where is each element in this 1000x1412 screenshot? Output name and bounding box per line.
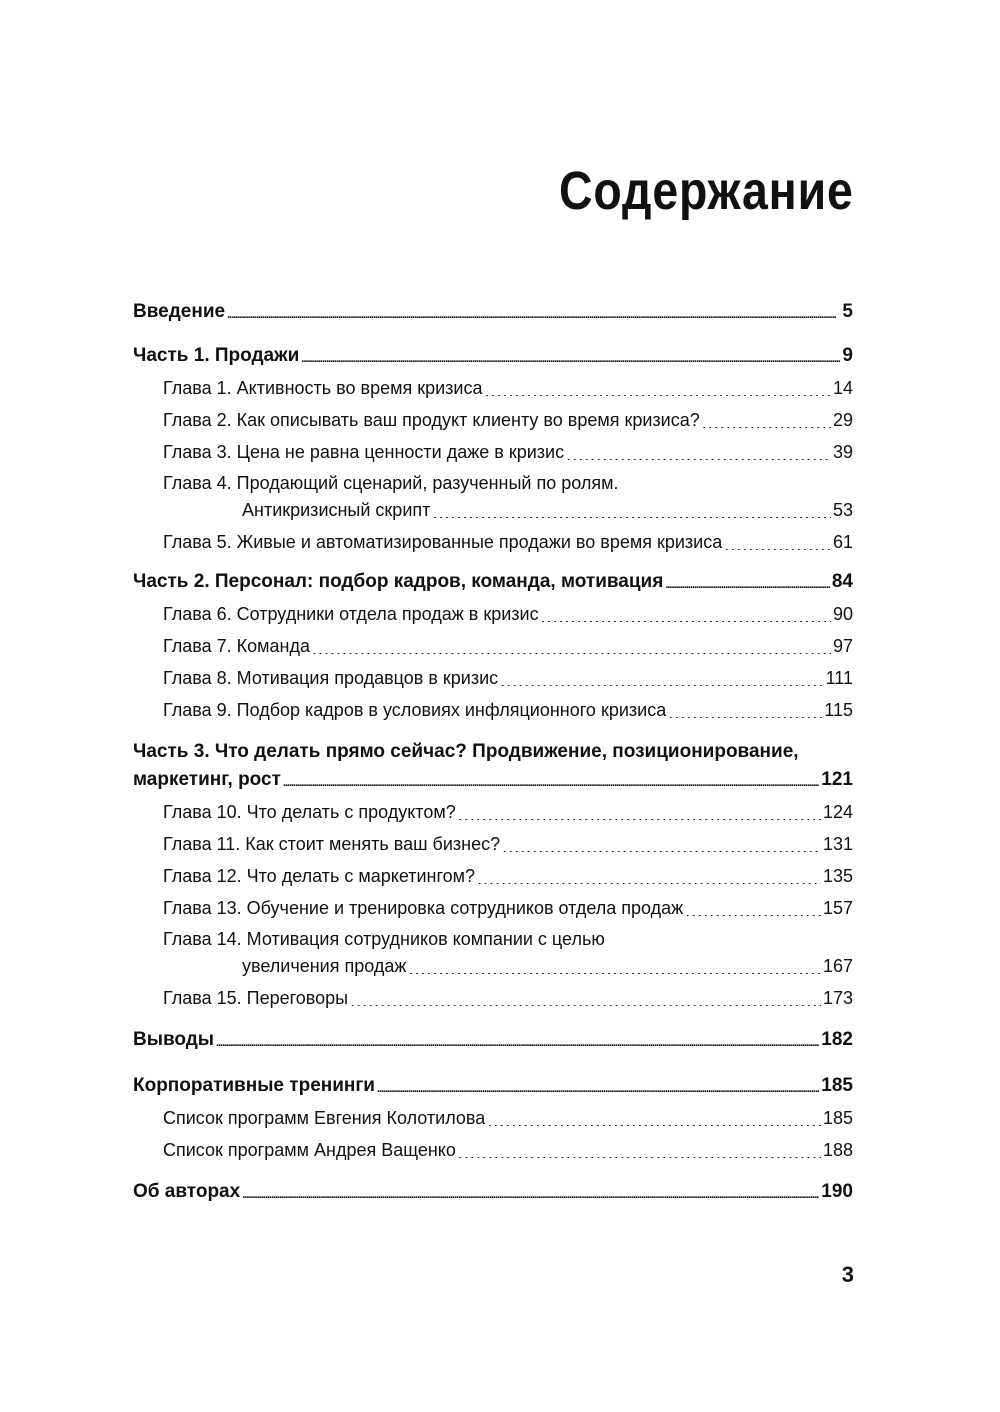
toc-entry-label: Корпоративные тренинги: [133, 1075, 375, 1096]
toc-entry-label: Глава 13. Обучение и тренировка сотрудников отдела продаж: [163, 898, 684, 918]
toc-entry-page: 173: [822, 988, 853, 1008]
toc-entry-page: 185: [822, 1108, 853, 1128]
toc-entry-label: Антикризисный скрипт: [242, 500, 431, 520]
toc-entry-label: Введение: [133, 301, 226, 322]
toc-entry-label: Глава 7. Команда: [163, 636, 310, 656]
toc-entry-chapter-6[interactable]: [133, 600, 853, 628]
dot-leader: [685, 906, 821, 916]
toc-entry-page: 97: [832, 636, 853, 656]
toc-entry-page: 53: [832, 500, 853, 520]
toc-entry-chapter-13[interactable]: [133, 894, 853, 922]
dot-leader: [432, 508, 831, 518]
toc-entry-label: Глава 8. Мотивация продавцов в кризис: [163, 668, 499, 688]
page-title: Содержание: [559, 161, 854, 221]
toc-entry-chapter-8[interactable]: [133, 664, 853, 692]
toc-entry-page: 29: [832, 410, 853, 430]
toc-entry-trainings[interactable]: [133, 1072, 853, 1100]
toc-entry-page: 84: [831, 571, 853, 592]
toc-entry-part1[interactable]: [133, 342, 853, 370]
dot-leader: [500, 676, 823, 686]
dot-leader: [458, 810, 821, 820]
toc-entry-label: Глава 9. Подбор кадров в условиях инфляционного кризиса: [163, 700, 667, 720]
toc-entry-label: Глава 3. Цена не равна ценности даже в кризис: [163, 442, 565, 462]
dot-leader: [283, 778, 819, 788]
toc-entry-label: Глава 5. Живые и автоматизированные продажи во время кризиса: [163, 532, 723, 552]
toc-entry-chapter-4-title-line[interactable]: Глава 4. Продающий сценарий, разученный по ролям.: [163, 473, 619, 493]
toc-entry-page: 111: [825, 668, 853, 688]
dot-leader: [502, 842, 821, 852]
toc-entry-page: 131: [822, 834, 853, 854]
dot-leader: [301, 354, 840, 364]
toc-entry-page: 135: [822, 866, 853, 886]
toc-entry-label: Глава 10. Что делать с продуктом?: [163, 802, 456, 822]
toc-entry-label: Часть 2. Персонал: подбор кадров, команда, мотивация: [133, 571, 664, 592]
dot-leader: [458, 1148, 821, 1158]
dot-leader: [702, 418, 831, 428]
dot-leader: [242, 1190, 819, 1200]
dot-leader: [668, 708, 822, 718]
toc-entry-label: Глава 12. Что делать с маркетингом?: [163, 866, 476, 886]
toc-entry-programs-kolotilov[interactable]: [133, 1104, 853, 1132]
dot-leader: [350, 996, 821, 1006]
toc-entry-chapter-9[interactable]: [133, 696, 853, 724]
dot-leader: [541, 612, 831, 622]
dot-leader: [485, 386, 831, 396]
dot-leader: [724, 540, 831, 550]
toc-entry-chapter-14[interactable]: [133, 952, 853, 980]
toc-entry-page: 115: [824, 700, 853, 720]
dot-leader: [227, 310, 840, 320]
toc-entry-label: Список программ Андрея Ващенко: [163, 1140, 456, 1160]
toc-entry-page: 157: [822, 898, 853, 918]
toc-entry-page: 39: [832, 442, 853, 462]
toc-entry-page: 124: [822, 802, 853, 822]
toc-entry-label: Список программ Евгения Колотилова: [163, 1108, 486, 1128]
toc-entry-chapter-3[interactable]: [133, 438, 853, 466]
toc-entry-label: Глава 6. Сотрудники отдела продаж в кризис: [163, 604, 539, 624]
toc-entry-page: 90: [832, 604, 853, 624]
toc-entry-part3-title-line[interactable]: Часть 3. Что делать прямо сейчас? Продвижение, позиционирование,: [133, 741, 799, 762]
toc-entry-page: 182: [821, 1029, 853, 1050]
toc-entry-page: 167: [822, 956, 853, 976]
toc-entry-page: 190: [821, 1181, 853, 1202]
dot-leader: [312, 644, 831, 654]
table-of-contents: [133, 298, 853, 1206]
dot-leader: [477, 874, 821, 884]
toc-entry-part2[interactable]: [133, 568, 853, 596]
toc-entry-label: маркетинг, рост: [133, 769, 281, 790]
toc-entry-programs-vashchenko[interactable]: [133, 1136, 853, 1164]
toc-entry-chapter-11[interactable]: [133, 830, 853, 858]
toc-entry-conclusions[interactable]: [133, 1026, 853, 1054]
toc-entry-label: Часть 1. Продажи: [133, 345, 300, 366]
toc-entry-authors[interactable]: [133, 1178, 853, 1206]
dot-leader: [408, 964, 821, 974]
toc-entry-page: 9: [842, 345, 853, 366]
toc-entry-page: 188: [822, 1140, 853, 1160]
toc-entry-chapter-10[interactable]: [133, 798, 853, 826]
dot-leader: [566, 450, 831, 460]
toc-entry-label: Глава 1. Активность во время кризиса: [163, 378, 483, 398]
toc-entry-intro[interactable]: [133, 298, 853, 326]
dot-leader: [487, 1116, 821, 1126]
dot-leader: [377, 1084, 819, 1094]
toc-entry-label: Об авторах: [133, 1181, 241, 1202]
toc-entry-chapter-12[interactable]: [133, 862, 853, 890]
toc-entry-page: 14: [832, 378, 853, 398]
toc-entry-label: Глава 11. Как стоит менять ваш бизнес?: [163, 834, 501, 854]
dot-leader: [216, 1038, 819, 1048]
toc-entry-chapter-15[interactable]: [133, 984, 853, 1012]
page-number: 3: [841, 1262, 854, 1287]
dot-leader: [665, 580, 830, 590]
toc-entry-page: 61: [832, 532, 853, 552]
toc-entry-label: увеличения продаж: [242, 956, 407, 976]
toc-entry-label: Выводы: [133, 1029, 215, 1050]
toc-entry-chapter-14-title-line[interactable]: Глава 14. Мотивация сотрудников компании с целью: [163, 929, 605, 949]
toc-entry-page: 121: [821, 769, 853, 790]
toc-entry-chapter-2[interactable]: [133, 406, 853, 434]
toc-entry-label: Глава 2. Как описывать ваш продукт клиенту во время кризиса?: [163, 410, 700, 430]
toc-entry-part3[interactable]: [133, 766, 853, 794]
toc-entry-page: 5: [842, 301, 853, 322]
toc-entry-chapter-4[interactable]: [133, 496, 853, 524]
toc-entry-chapter-5[interactable]: [133, 528, 853, 556]
toc-entry-page: 185: [821, 1075, 853, 1096]
toc-entry-chapter-7[interactable]: [133, 632, 853, 660]
toc-entry-label: Глава 15. Переговоры: [163, 988, 349, 1008]
toc-entry-chapter-1[interactable]: [133, 374, 853, 402]
